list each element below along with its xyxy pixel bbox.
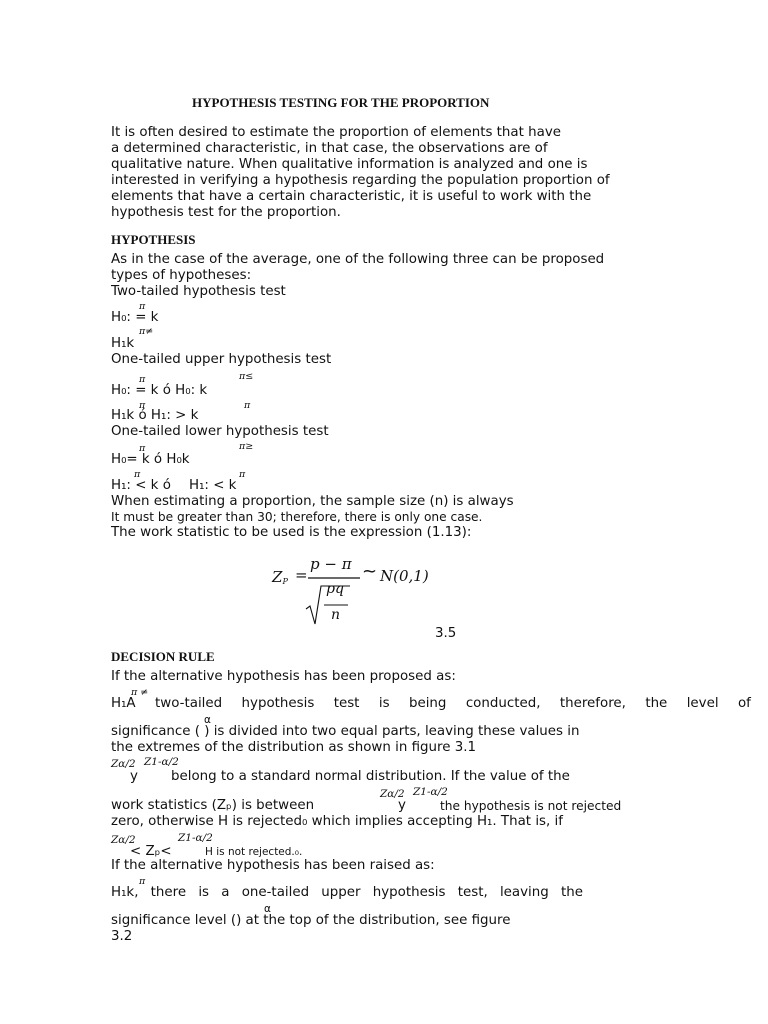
- text-line: As in the case of the average, one of the following three can be proposed: [111, 252, 605, 267]
- estimate-line: The work statistic to be used is the expression (1.13):: [111, 525, 472, 540]
- z-one-minus-alpha-half-label: Z1-α/2: [144, 756, 179, 768]
- radicand-numerator: pq: [326, 581, 344, 597]
- pi-symbol: π: [139, 400, 146, 411]
- text-line: It is often desired to estimate the proportion of elements that have: [111, 125, 561, 140]
- z-alpha-half-label: Zα/2: [380, 788, 405, 800]
- decision-justified-line: [111, 885, 583, 901]
- word: a: [221, 885, 230, 900]
- upper-tail-h0: H₀: = k ó H₀: k: [111, 383, 208, 398]
- word: hypothesis: [241, 696, 315, 711]
- lower-tail-h0: H₀= k ó H₀k: [111, 452, 190, 467]
- word: is: [198, 885, 210, 900]
- pi-not-equal-symbol: π ≠: [131, 687, 149, 698]
- text-line: a determined characteristic, in that case, the observations are of: [111, 141, 548, 156]
- figure-reference: 3.2: [111, 929, 133, 944]
- pi-symbol: π: [139, 443, 146, 454]
- decision-line: the extremes of the distribution as shown in figure 3.1: [111, 740, 477, 755]
- radicand-denominator: n: [331, 607, 341, 623]
- text-line: elements that have a certain characteristic, it is useful to work with the: [111, 189, 592, 204]
- decision-line: zero, otherwise H is rejected₀ which implies accepting H₁. That is, if: [111, 814, 563, 829]
- two-tailed-h1: H₁k: [111, 336, 135, 351]
- word: level: [686, 696, 719, 711]
- pi-not-equal-symbol: π≠: [139, 326, 154, 337]
- estimate-line: It must be greater than 30; therefore, there is only one case.: [111, 510, 483, 524]
- word: test,: [457, 885, 488, 900]
- pi-geq-symbol: π≥: [239, 441, 254, 452]
- pi-symbol: π: [139, 876, 146, 887]
- alpha-symbol: α: [204, 714, 211, 726]
- formula-tilde: ~: [362, 561, 378, 582]
- lower-tail-h1-alt: H₁: < k: [189, 478, 237, 493]
- word: leaving: [499, 885, 549, 900]
- word: H₁k,: [111, 885, 139, 900]
- z-one-minus-alpha-half-label: Z1-α/2: [413, 786, 448, 798]
- text-line: interested in verifying a hypothesis regarding the population proportion of: [111, 173, 610, 188]
- alpha-symbol: α: [264, 903, 271, 915]
- decision-line: significance level () at the top of the distribution, see figure: [111, 913, 511, 928]
- two-tailed-h0: H₀: = k: [111, 310, 159, 325]
- text-line: qualitative nature. When qualitative information is analyzed and one is: [111, 157, 588, 172]
- decision-line: If the alternative hypothesis has been proposed as:: [111, 669, 456, 684]
- z-one-minus-alpha-half-label: Z1-α/2: [178, 832, 213, 844]
- pi-symbol: π: [239, 469, 246, 480]
- z-alpha-half-label: Zα/2: [111, 834, 136, 846]
- hypothesis-intro: [111, 252, 604, 284]
- formula-lhs: $Z_P$: [272, 568, 288, 586]
- word: two-tailed: [155, 696, 223, 711]
- decision-line: belong to a standard normal distribution. If the value of the: [171, 769, 570, 784]
- formula-distribution: N(0,1): [380, 567, 429, 585]
- text-line: types of hypotheses:: [111, 268, 252, 283]
- pi-symbol: π: [244, 400, 251, 411]
- word: is: [378, 696, 390, 711]
- pi-symbol: π: [139, 301, 146, 312]
- two-tailed-label: Two-tailed hypothesis test: [111, 284, 286, 299]
- word: H₁A: [111, 696, 136, 711]
- page-title: HYPOTHESIS TESTING FOR THE PROPORTION: [192, 95, 490, 110]
- lower-tail-h1: H₁: < k ó: [111, 478, 171, 493]
- word: therefore,: [559, 696, 626, 711]
- intro-paragraph: [111, 125, 610, 221]
- word: the: [560, 885, 583, 900]
- word: there: [150, 885, 187, 900]
- lower-tail-label: One-tailed lower hypothesis test: [111, 424, 329, 439]
- z-alpha-half-label: Zα/2: [111, 758, 136, 770]
- decision-line: If the alternative hypothesis has been raised as:: [111, 858, 435, 873]
- upper-tail-label: One-tailed upper hypothesis test: [111, 352, 332, 367]
- word: upper: [321, 885, 361, 900]
- word: test: [333, 696, 360, 711]
- text-line: hypothesis test for the proportion.: [111, 205, 341, 220]
- decision-line: the hypothesis is not rejected: [440, 799, 622, 813]
- section-heading-hypothesis: HYPOTHESIS: [111, 232, 196, 247]
- pi-leq-symbol: π≤: [239, 371, 254, 382]
- decision-line: work statistics (Zₚ) is between: [111, 798, 315, 813]
- word: being: [408, 696, 447, 711]
- estimate-line: When estimating a proportion, the sample size (n) is always: [111, 494, 514, 509]
- formula-numerator: p − π: [310, 555, 352, 573]
- pi-symbol: π: [134, 469, 141, 480]
- section-heading-decision-rule: DECISION RULE: [111, 649, 215, 664]
- pi-symbol: π: [139, 374, 146, 385]
- decision-justified-line: [111, 696, 751, 712]
- conjunction-y: y: [398, 798, 406, 813]
- word: one-tailed: [241, 885, 310, 900]
- word: conducted,: [465, 696, 541, 711]
- decision-line: < Zₚ<: [130, 844, 172, 859]
- decision-line: significance ( ) is divided into two equal parts, leaving these values in: [111, 724, 580, 739]
- upper-tail-h1: H₁k ó H₁: > k: [111, 408, 199, 423]
- decision-line: H is not rejected.₀.: [205, 846, 303, 858]
- formula-number: 3.5: [435, 626, 457, 641]
- word: hypothesis: [372, 885, 446, 900]
- formula-equals: =: [295, 566, 308, 584]
- word: the: [645, 696, 668, 711]
- conjunction-y: y: [130, 769, 138, 784]
- word: of: [737, 696, 751, 711]
